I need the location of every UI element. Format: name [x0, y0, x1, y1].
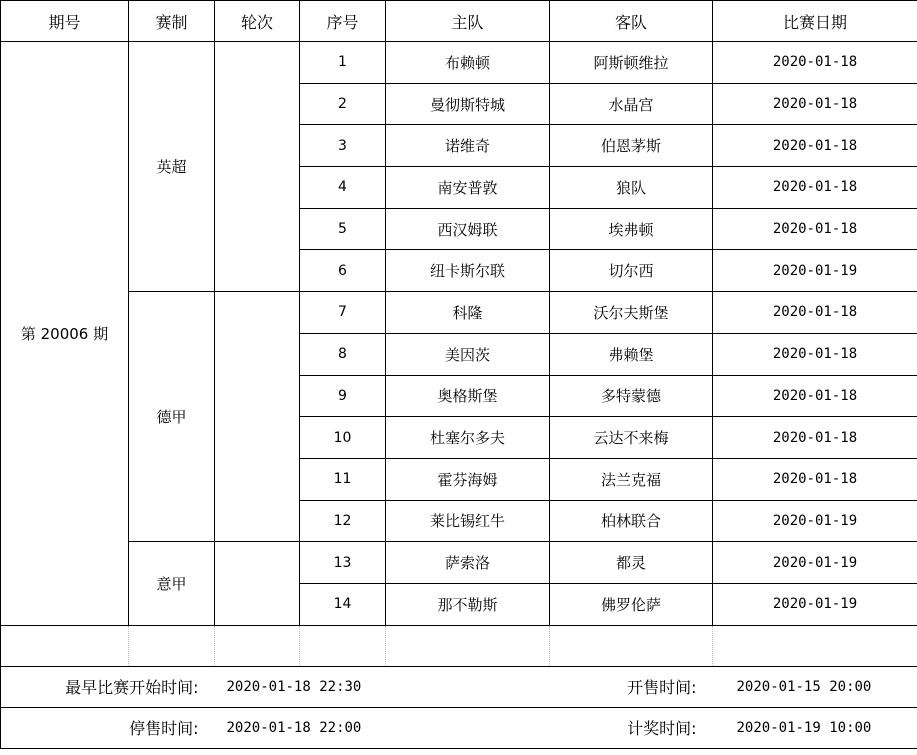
earliest-start-value: 2020-01-18 22:30	[215, 666, 386, 707]
spacer-cell	[215, 625, 300, 666]
sale-open-label: 开售时间:	[550, 666, 713, 707]
home-team: 霍芬海姆	[386, 458, 550, 500]
home-team: 那不勒斯	[386, 583, 550, 625]
header-row	[1, 1, 917, 42]
away-team: 阿斯顿维拉	[550, 42, 713, 84]
match-number: 11	[300, 458, 386, 500]
header-home-team: 主队	[386, 1, 550, 42]
away-team: 云达不来梅	[550, 417, 713, 459]
home-team: 杜塞尔多夫	[386, 417, 550, 459]
home-team: 莱比锡红牛	[386, 500, 550, 542]
spacer-cell	[129, 625, 215, 666]
away-team: 切尔西	[550, 250, 713, 292]
match-number: 5	[300, 208, 386, 250]
match-number: 3	[300, 125, 386, 167]
footer-blank	[386, 666, 550, 707]
league-cell-serie-a: 意甲	[129, 542, 215, 625]
match-date: 2020-01-18	[713, 83, 917, 125]
spacer-cell	[386, 625, 550, 666]
match-date: 2020-01-18	[713, 417, 917, 459]
match-date: 2020-01-18	[713, 292, 917, 334]
footer-row-start-sale	[1, 666, 917, 707]
match-number: 10	[300, 417, 386, 459]
round-cell-serie-a	[215, 542, 300, 625]
home-team: 美因茨	[386, 333, 550, 375]
match-number: 8	[300, 333, 386, 375]
home-team: 诺维奇	[386, 125, 550, 167]
match-date: 2020-01-18	[713, 208, 917, 250]
home-team: 萨索洛	[386, 542, 550, 584]
match-date: 2020-01-18	[713, 125, 917, 167]
header-league: 赛制	[129, 1, 215, 42]
header-away-team: 客队	[550, 1, 713, 42]
header-round: 轮次	[215, 1, 300, 42]
home-team: 科隆	[386, 292, 550, 334]
spacer-cell	[713, 625, 917, 666]
prize-calc-label: 计奖时间:	[550, 707, 713, 748]
match-date: 2020-01-18	[713, 167, 917, 209]
spacer-row	[1, 625, 917, 666]
table-row	[1, 42, 917, 84]
away-team: 多特蒙德	[550, 375, 713, 417]
match-number: 6	[300, 250, 386, 292]
spacer-cell	[1, 625, 129, 666]
home-team: 布赖顿	[386, 42, 550, 84]
away-team: 法兰克福	[550, 458, 713, 500]
match-number: 12	[300, 500, 386, 542]
home-team: 曼彻斯特城	[386, 83, 550, 125]
earliest-start-label: 最早比赛开始时间:	[1, 666, 215, 707]
issue-cell: 第 20006 期	[1, 42, 129, 626]
league-cell-bundesliga: 德甲	[129, 292, 215, 542]
away-team: 伯恩茅斯	[550, 125, 713, 167]
match-number: 1	[300, 42, 386, 84]
header-number: 序号	[300, 1, 386, 42]
header-match-date: 比赛日期	[713, 1, 917, 42]
match-date: 2020-01-19	[713, 500, 917, 542]
away-team: 都灵	[550, 542, 713, 584]
header-issue: 期号	[1, 1, 129, 42]
home-team: 纽卡斯尔联	[386, 250, 550, 292]
match-date: 2020-01-18	[713, 333, 917, 375]
footer-row-stop-prize	[1, 707, 917, 748]
match-date: 2020-01-19	[713, 542, 917, 584]
match-date: 2020-01-18	[713, 375, 917, 417]
home-team: 西汉姆联	[386, 208, 550, 250]
footer-blank	[386, 707, 550, 748]
away-team: 柏林联合	[550, 500, 713, 542]
match-number: 4	[300, 167, 386, 209]
match-date: 2020-01-18	[713, 42, 917, 84]
away-team: 弗赖堡	[550, 333, 713, 375]
round-cell-epl	[215, 42, 300, 292]
away-team: 埃弗顿	[550, 208, 713, 250]
spacer-cell	[300, 625, 386, 666]
match-number: 14	[300, 583, 386, 625]
table-row	[1, 292, 917, 334]
away-team: 狼队	[550, 167, 713, 209]
match-number: 9	[300, 375, 386, 417]
away-team: 佛罗伦萨	[550, 583, 713, 625]
match-number: 13	[300, 542, 386, 584]
league-cell-epl: 英超	[129, 42, 215, 292]
table-row	[1, 542, 917, 584]
spacer-cell	[550, 625, 713, 666]
match-number: 2	[300, 83, 386, 125]
prize-calc-value: 2020-01-19 10:00	[713, 707, 917, 748]
sale-stop-label: 停售时间:	[1, 707, 215, 748]
match-date: 2020-01-19	[713, 583, 917, 625]
round-cell-bundesliga	[215, 292, 300, 542]
sale-stop-value: 2020-01-18 22:00	[215, 707, 386, 748]
match-number: 7	[300, 292, 386, 334]
home-team: 南安普敦	[386, 167, 550, 209]
away-team: 沃尔夫斯堡	[550, 292, 713, 334]
away-team: 水晶宫	[550, 83, 713, 125]
match-date: 2020-01-19	[713, 250, 917, 292]
sale-open-value: 2020-01-15 20:00	[713, 666, 917, 707]
match-date: 2020-01-18	[713, 458, 917, 500]
home-team: 奥格斯堡	[386, 375, 550, 417]
